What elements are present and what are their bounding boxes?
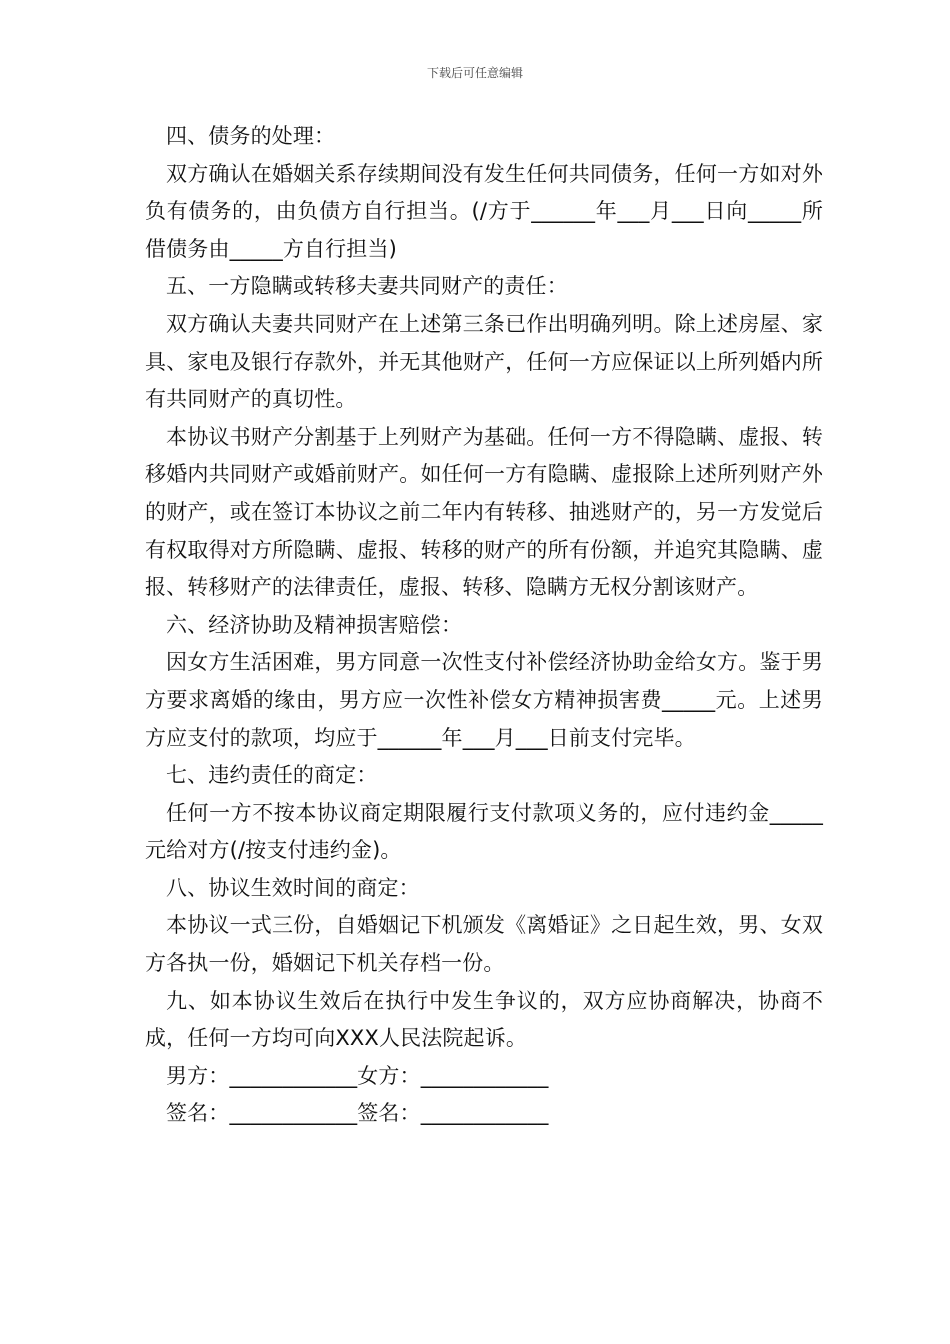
paragraph-disputes: 九、如本协议生效后在执行中发生争议的，双方应协商解决，协商不成，任何一方均可向XXX人民法院起诉。 [145, 988, 823, 1051]
paragraph-debts: 双方确认在婚姻关系存续期间没有发生任何共同债务，任何一方如对外负有债务的，由负债方自行担当。(/方于______年___月___日向_____所借债务由_____方自行担当) [145, 161, 823, 261]
section-heading-compensation: 六、经济协助及精神损害赔偿： [166, 612, 463, 637]
signature-line-signatures: 签名：____________签名：____________ [166, 1101, 549, 1126]
section-heading-concealment: 五、一方隐瞒或转移夫妻共同财产的责任： [166, 274, 568, 299]
paragraph-compensation: 因女方生活困难，男方同意一次性支付补偿经济协助金给女方。鉴于男方要求离婚的缘由，男方应一次性补偿女方精神损害费_____元。上述男方应支付的款项，均应于______年___月___日前支付完毕。 [145, 650, 823, 750]
signature-line-parties: 男方：____________女方：____________ [166, 1063, 549, 1088]
page-header: 下载后可任意编辑 [426, 66, 523, 80]
section-heading-breach: 七、违约责任的商定： [166, 763, 378, 788]
section-heading-debts: 四、债务的处理： [166, 124, 336, 148]
paragraph-breach: 任何一方不按本协议商定期限履行支付款项义务的，应付违约金_____元给对方(/按支付违约金)。 [145, 800, 823, 863]
paragraph-property-division: 本协议书财产分割基于上列财产为基础。任何一方不得隐瞒、虚报、转移婚内共同财产或婚前财产。如任何一方有隐瞒、虚报除上述所列财产外的财产，或在签订本协议之前二年内有转移、抽逃财产的，另一方发觉后有权取得对方所隐瞒、虚报、转移的财产的所有份额，并追究其隐瞒、虚报、转移财产的法律责任，虚报、转移、隐瞒方无权分割该财产。 [145, 424, 823, 600]
section-heading-effective-date: 八、协议生效时间的商定： [166, 875, 420, 900]
paragraph-effective-date: 本协议一式三份，自婚姻记下机颁发《离婚证》之日起生效，男、女双方各执一份，婚姻记下机关存档一份。 [145, 913, 823, 976]
document-body [145, 118, 823, 1133]
paragraph-property-confirmation: 双方确认夫妻共同财产在上述第三条已作出明确列明。除上述房屋、家具、家电及银行存款外，并无其他财产，任何一方应保证以上所列婚内所有共同财产的真切性。 [145, 311, 823, 412]
